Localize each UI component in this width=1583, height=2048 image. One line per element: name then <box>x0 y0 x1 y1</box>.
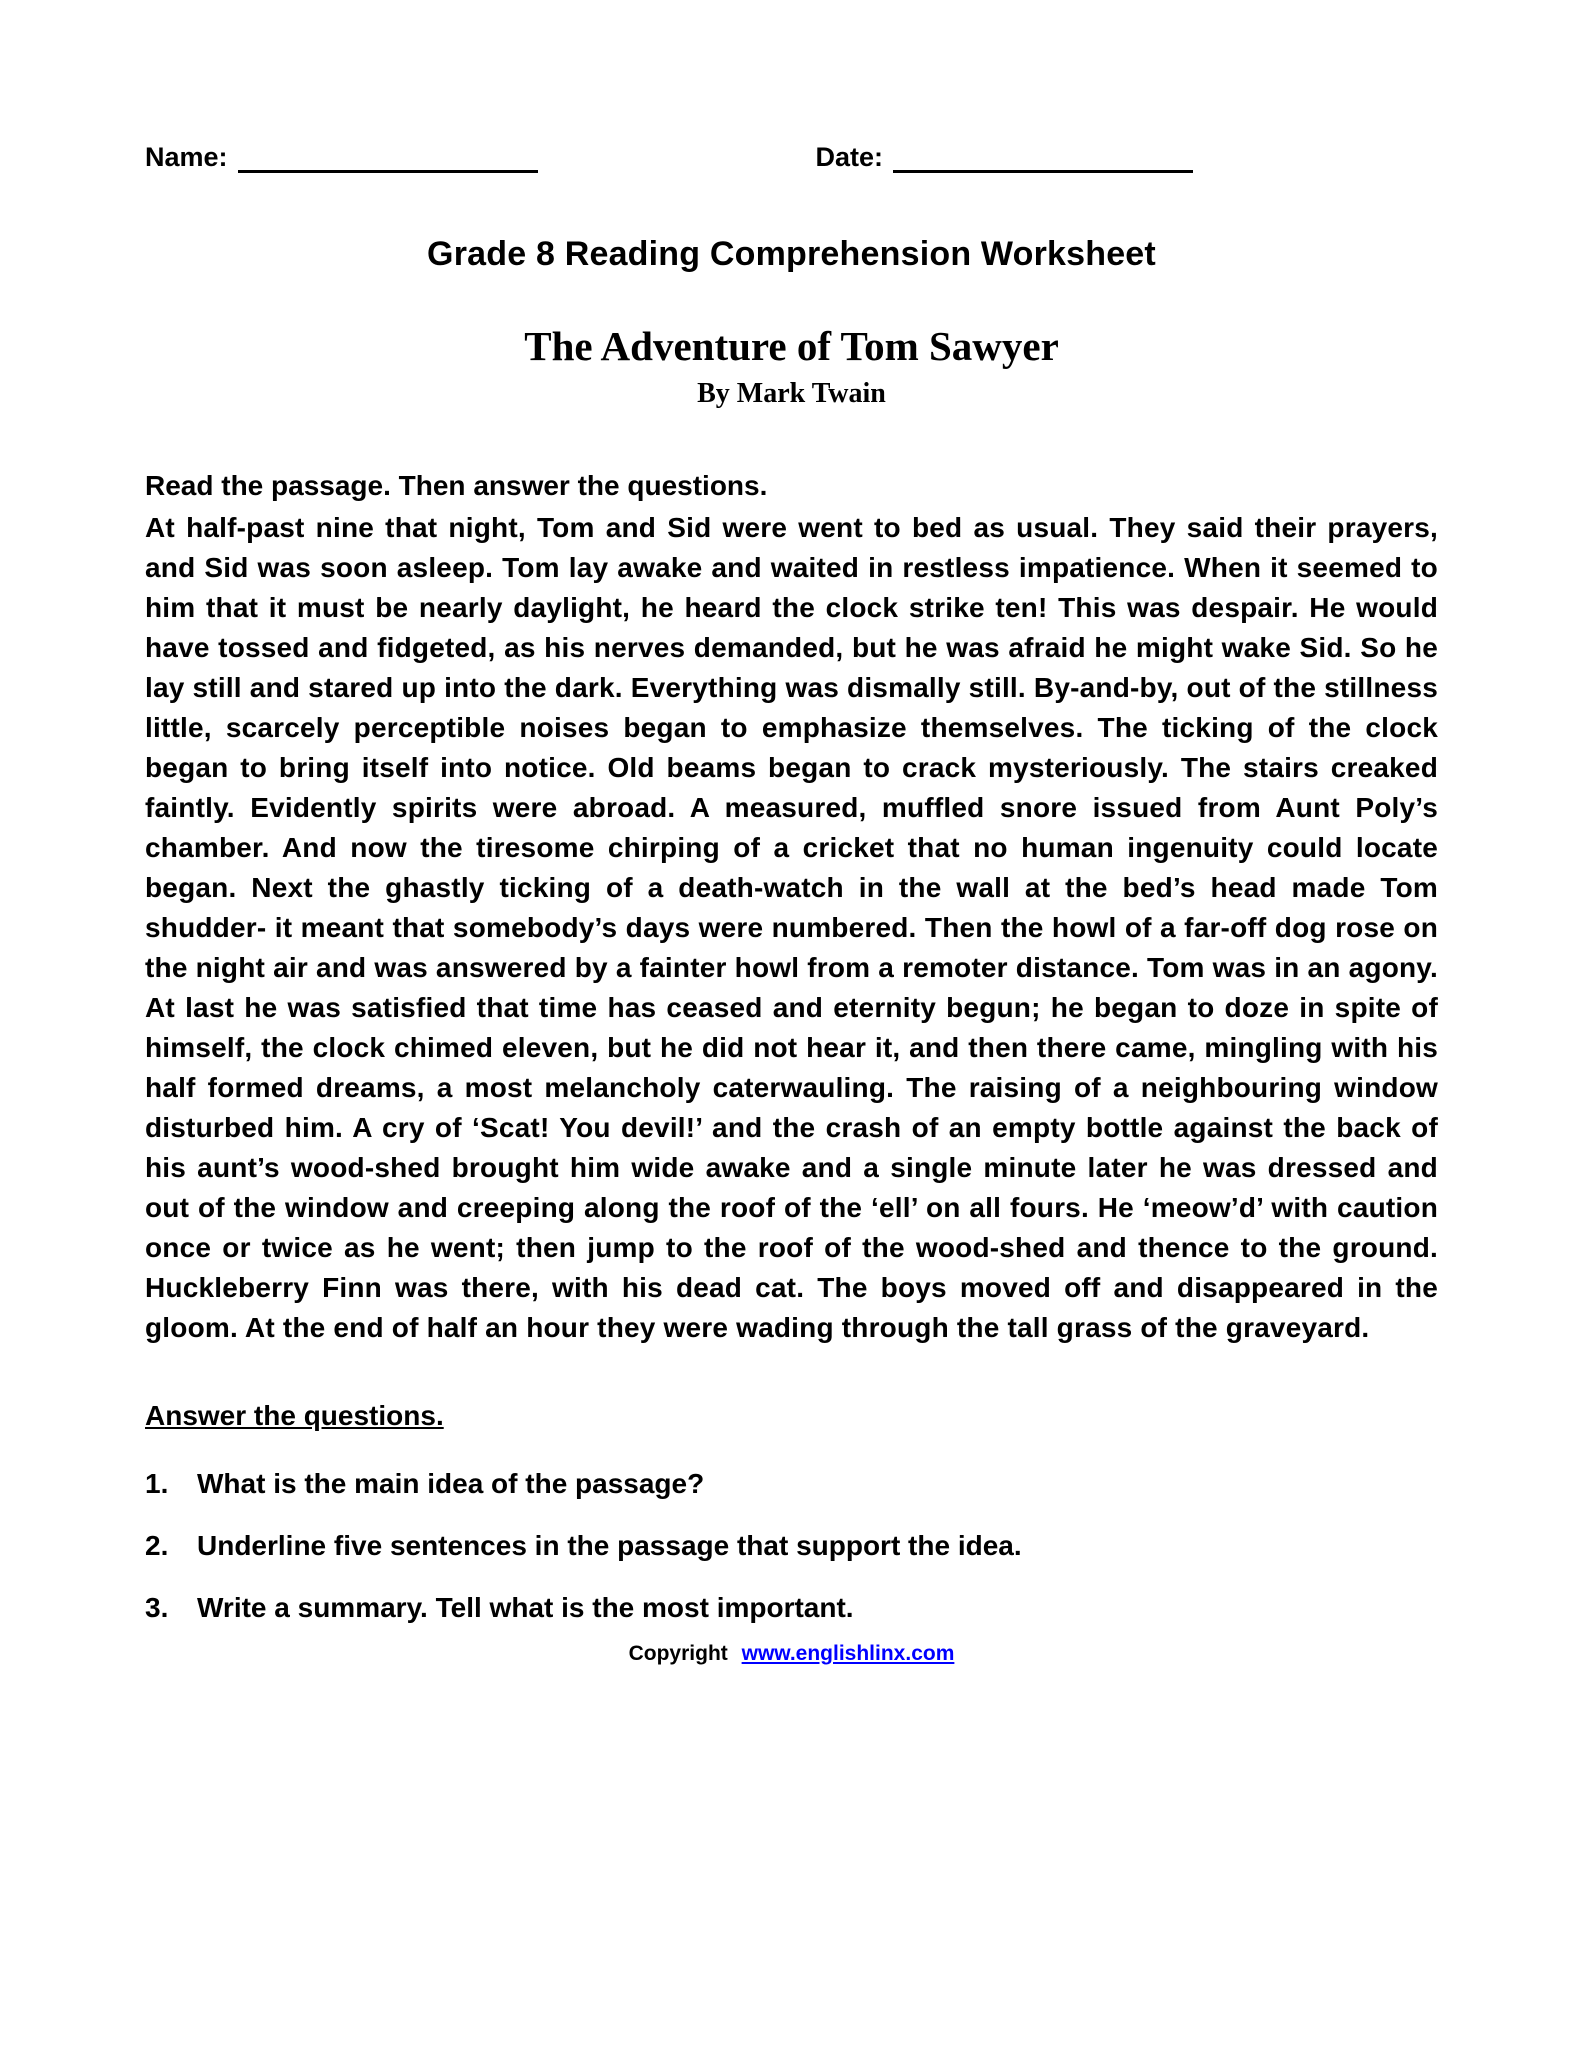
answer-questions-heading: Answer the questions. <box>145 1400 444 1431</box>
copyright-link[interactable]: www.englishlinx.com <box>741 1642 955 1665</box>
name-blank-line[interactable] <box>238 143 538 173</box>
passage-text: At half-past nine that night, Tom and Sid were went to bed as usual. They said their prayers, and Sid was soon asleep. Tom lay awake and waited in restless impatience. When it seemed to him that it must be nearly daylight, he heard the clock strike ten! This was despair. He would have tossed and fidgeted, as his nerves demanded, but he was afraid he might wake Sid. So he lay still and stared up into the dark. Everything was dismally still. By-and-by, out of the stillness little, scarcely perceptible noises began to emphasize themselves. The ticking of the clock began to bring itself into notice. Old beams began to crack mysteriously. The stairs creaked faintly. Evidently spirits were abroad. A measured, muffled snore issued from Aunt Poly’s chamber. And now the tiresome chirping of a cricket that no human ingenuity could locate began. Next the ghastly ticking of a death-watch in the wall at the bed’s head made Tom shudder- it meant that somebody’s days were numbered. Then the howl of a far-off dog rose on the night air and was answered by a fainter howl from a remoter distance. Tom was in an agony. At last he was satisfied that time has ceased and eternity begun; he began to doze in spite of himself, the clock chimed eleven, but he did not hear it, and then there came, mingling with his half formed dreams, a most melancholy caterwauling. The raising of a neighbouring window disturbed him. A cry of ‘Scat! You devil!’ and the crash of an empty bottle against the back of his aunt’s wood-shed brought him wide awake and a single minute later he was dressed and out of the window and creeping along the roof of the ‘ell’ on all fours. He ‘meow’d’ with caution once or twice as he went; then jump to the roof of the wood-shed and thence to the ground. Huckleberry Finn was there, with his dead cat. The boys moved off and disappeared in the gloom. At the end of half an hour they were wading through the tall grass of the graveyard. <box>145 512 1438 1343</box>
question-number: 3. <box>145 1592 169 1623</box>
name-date-row <box>145 142 1438 173</box>
copyright-label: Copyright <box>628 1642 728 1665</box>
question-item-1 <box>145 1466 1438 1502</box>
question-item-3 <box>145 1590 1438 1626</box>
date-blank-line[interactable] <box>893 143 1193 173</box>
question-text: Underline five sentences in the passage that support the idea. <box>197 1530 1022 1561</box>
name-label: Name: <box>145 142 228 172</box>
question-number: 1. <box>145 1468 169 1499</box>
name-field <box>145 142 538 173</box>
date-label: Date: <box>815 142 884 172</box>
question-number: 2. <box>145 1530 169 1561</box>
byline: By Mark Twain <box>697 378 886 409</box>
copyright-footer <box>145 1642 1438 1666</box>
passage-instructions: Read the passage. Then answer the questions. <box>145 470 768 501</box>
worksheet-title: Grade 8 Reading Comprehension Worksheet <box>427 235 1156 273</box>
question-text: What is the main idea of the passage? <box>197 1468 705 1499</box>
questions-list <box>145 1466 1438 1626</box>
question-item-2 <box>145 1528 1438 1564</box>
date-field <box>816 142 1194 173</box>
question-text: Write a summary. Tell what is the most important. <box>197 1592 854 1623</box>
passage-title: The Adventure of Tom Sawyer <box>524 323 1059 369</box>
